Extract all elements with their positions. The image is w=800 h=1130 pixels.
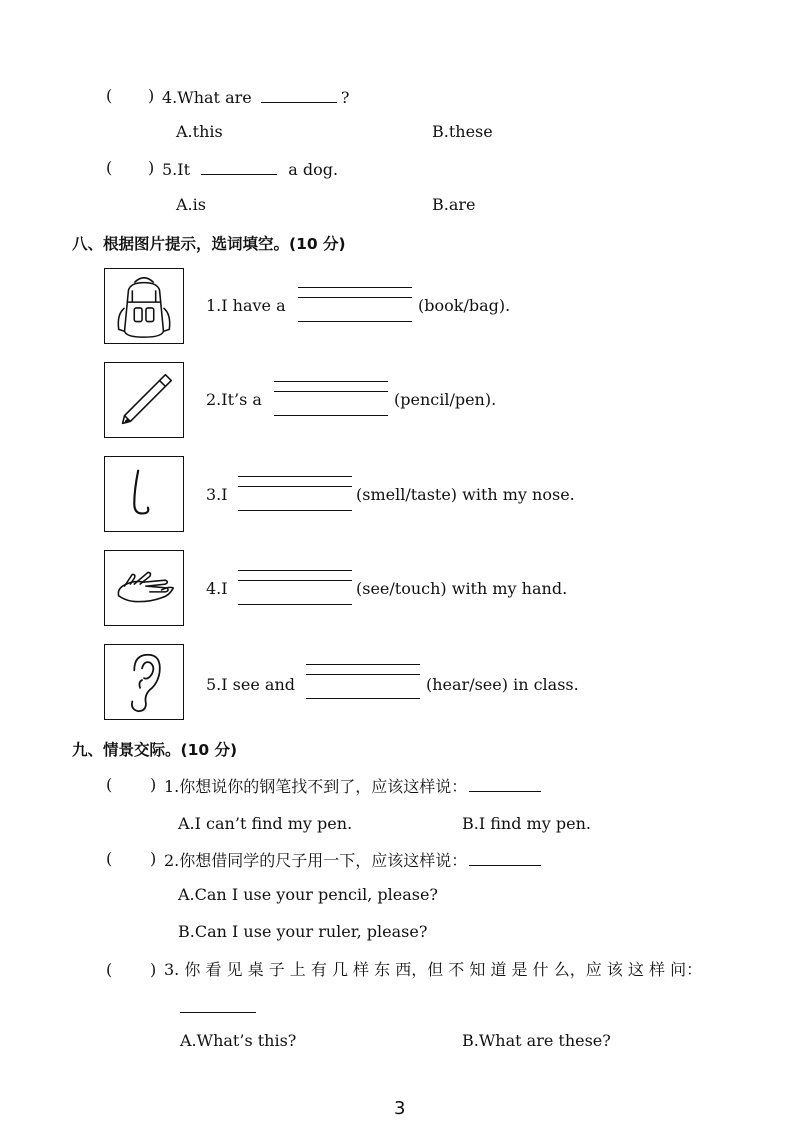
hand-icon <box>104 550 184 626</box>
option-a: A.Can I use your pencil, please? <box>178 885 439 904</box>
section-9-heading: 九、情景交际。(10 分) <box>72 741 238 759</box>
answer-blank[interactable] <box>180 1012 256 1013</box>
answer-paren-close: ) <box>150 960 157 979</box>
nose-icon <box>104 456 184 532</box>
fill-item-3-after: (smell/taste) with my nose. <box>356 485 575 504</box>
backpack-icon <box>104 268 184 344</box>
question-4-text: 4.What are <box>162 88 252 107</box>
option-b: B.I find my pen. <box>462 814 591 833</box>
answer-blank[interactable] <box>201 158 277 175</box>
dialog-question-1-text: 1.你想说你的钢笔找不到了，应该这样说： <box>164 777 468 796</box>
answer-paren-close: ) <box>150 849 157 868</box>
question-4-text-after: ? <box>340 88 350 107</box>
fill-item-5-after: (hear/see) in class. <box>426 675 579 694</box>
answer-paren-open: ( <box>106 960 113 979</box>
answer-paren-open: ( <box>106 158 113 177</box>
fill-item-4-after: (see/touch) with my hand. <box>356 579 568 598</box>
question-5 <box>162 158 338 180</box>
option-a: A.this <box>176 122 223 141</box>
option-a: A.What’s this? <box>180 1031 297 1050</box>
option-b: B.What are these? <box>462 1031 611 1050</box>
fill-item-3-before: 3.I <box>206 485 228 504</box>
dialog-question-2-text: 2.你想借同学的尺子用一下，应该这样说： <box>164 851 468 870</box>
dialog-question-2 <box>164 849 541 871</box>
answer-paren-close: ) <box>150 775 157 794</box>
option-a: A.I can’t find my pen. <box>178 814 353 833</box>
fill-item-5-before: 5.I see and <box>206 675 295 694</box>
answer-paren-open: ( <box>106 849 113 868</box>
fill-item-1-before: 1.I have a <box>206 296 286 315</box>
page-number: 3 <box>394 1098 406 1119</box>
answer-paren-open: ( <box>106 775 113 794</box>
fill-item-2-before: 2.It’s a <box>206 390 262 409</box>
answer-paren-open: ( <box>106 86 113 105</box>
answer-paren-close: ) <box>148 158 155 177</box>
answer-blank[interactable] <box>469 775 541 792</box>
option-b: B.Can I use your ruler, please? <box>178 922 428 941</box>
answer-paren-close: ) <box>148 86 155 105</box>
dialog-question-1 <box>164 775 541 797</box>
fill-item-2-after: (pencil/pen). <box>394 390 497 409</box>
option-b: B.are <box>432 195 476 214</box>
question-5-text-after: a dog. <box>288 160 339 179</box>
question-5-text: 5.It <box>162 160 191 179</box>
fill-item-1-after: (book/bag). <box>418 296 511 315</box>
dialog-question-3-text: 3. 你 看 见 桌 子 上 有 几 样 东 西，但 不 知 道 是 什 么，应 该 这 样 问： <box>164 960 703 979</box>
pencil-icon <box>104 362 184 438</box>
option-a: A.is <box>176 195 206 214</box>
answer-blank[interactable] <box>261 86 337 103</box>
answer-blank[interactable] <box>469 849 541 866</box>
fill-item-4-before: 4.I <box>206 579 228 598</box>
option-b: B.these <box>432 122 493 141</box>
section-8-heading: 八、根据图片提示，选词填空。(10 分) <box>72 235 346 253</box>
question-4 <box>162 86 349 108</box>
ear-icon <box>104 644 184 720</box>
